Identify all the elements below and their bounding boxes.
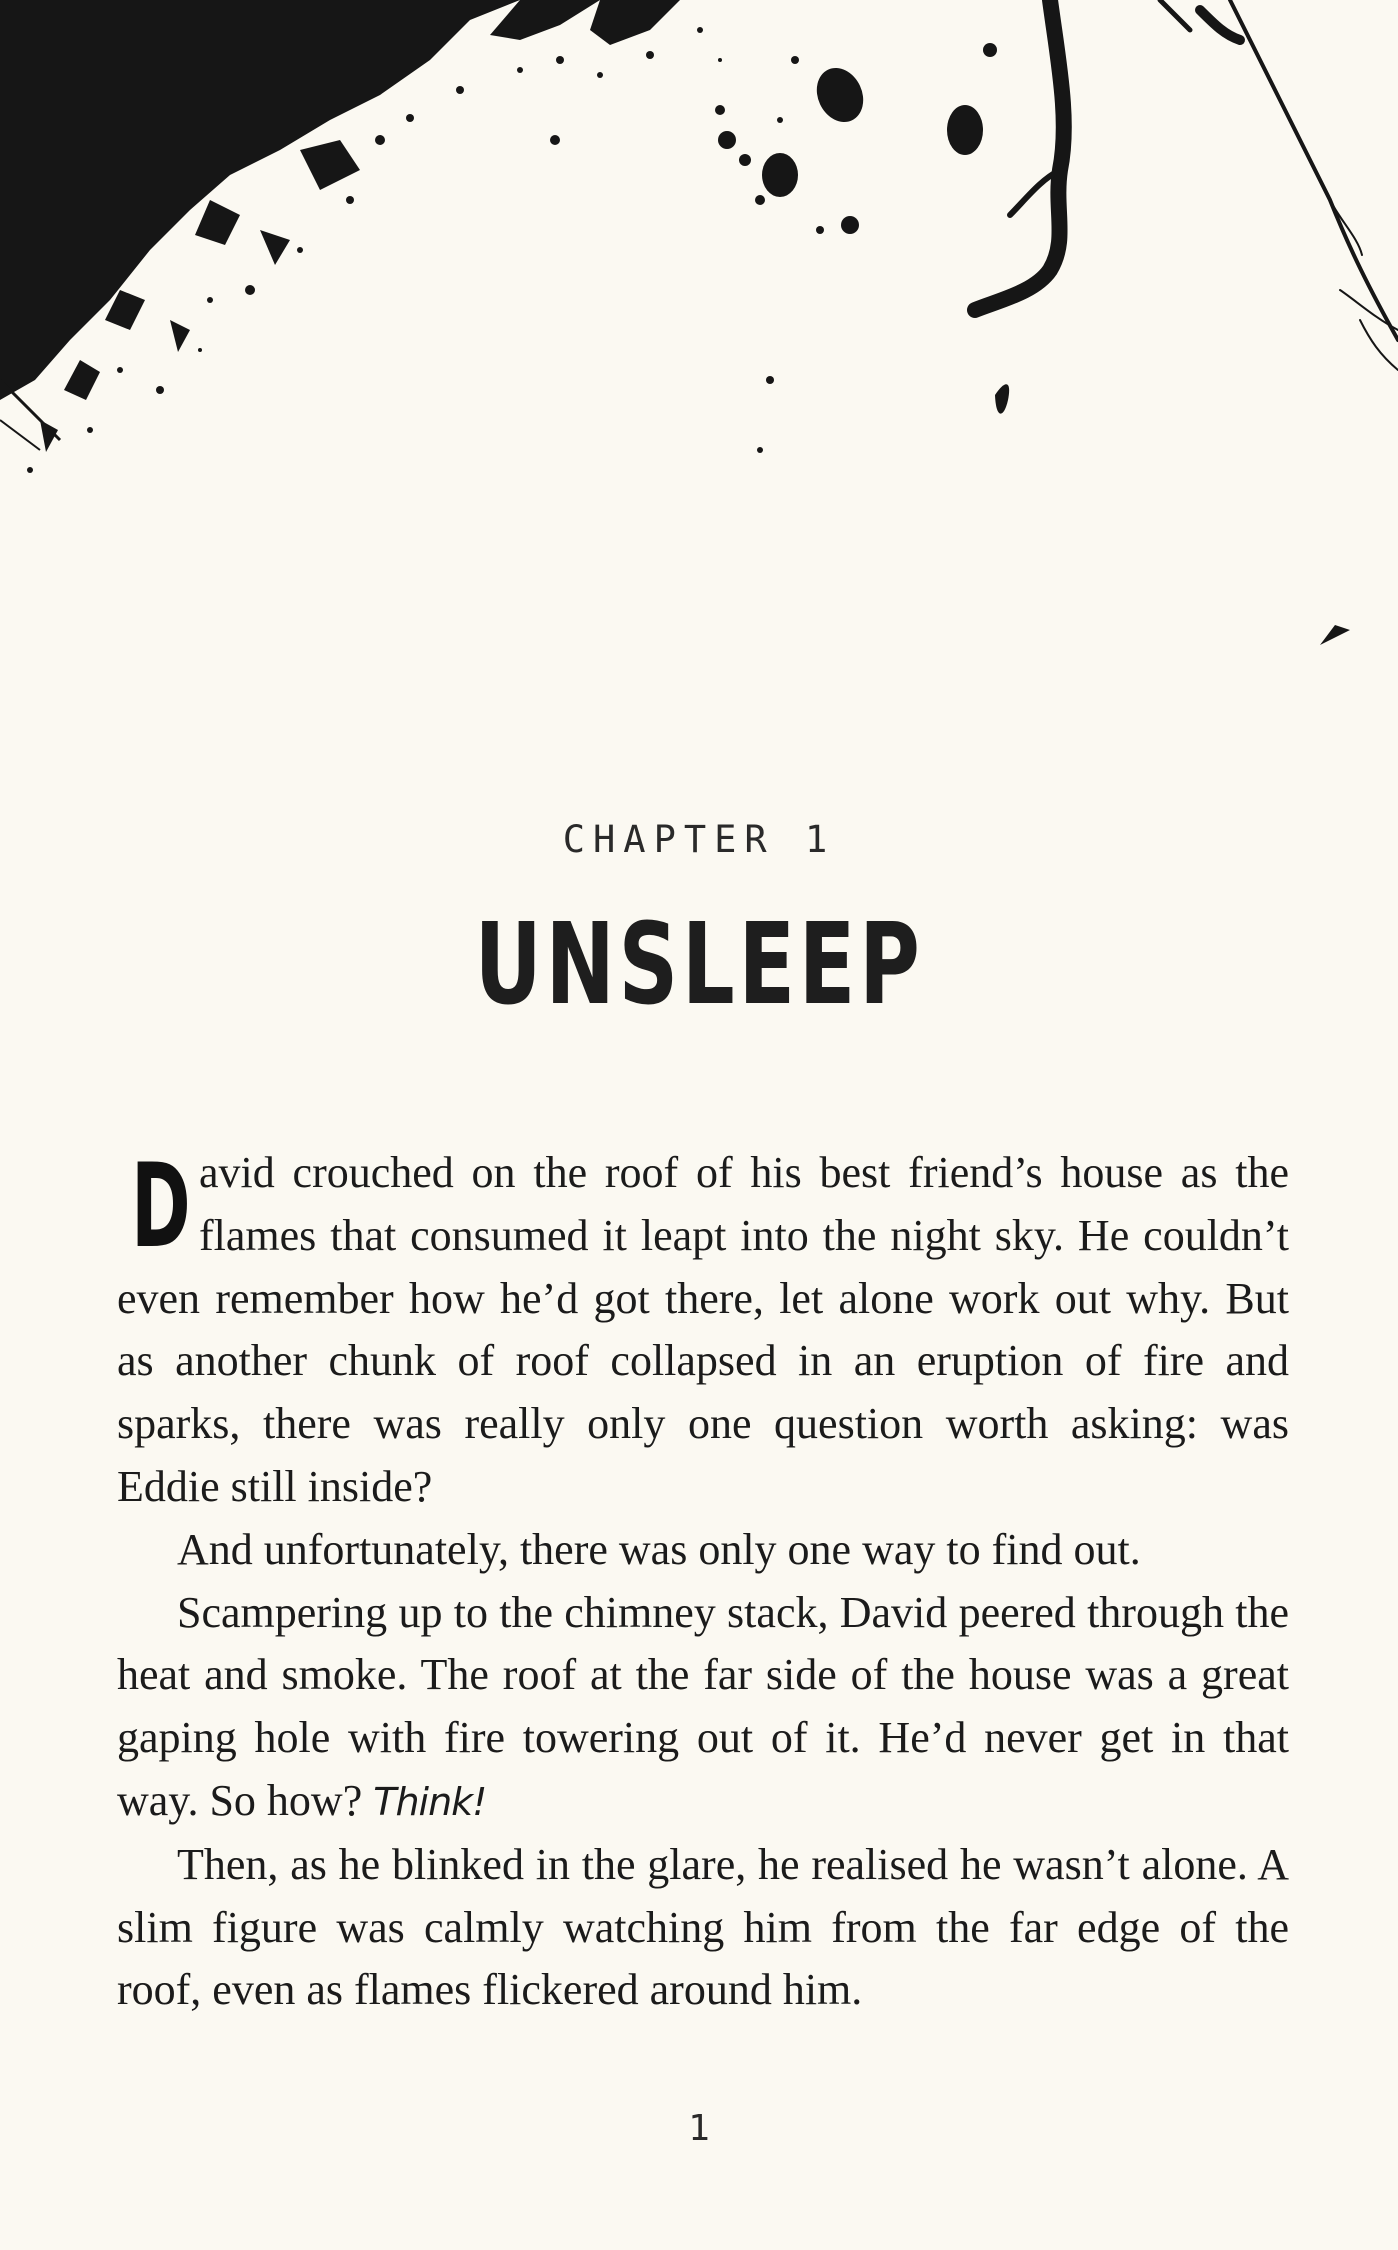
drop-cap: D	[131, 1139, 191, 1274]
chapter-title: UNSLEEP	[474, 900, 924, 1030]
chapter-body	[117, 1139, 1289, 2022]
paragraph-3-text: Scampering up to the chimney stack, David peered through the heat and smoke. The roof at the far side of the house was a great gaping hole with fire towering out of it. He’d never get in that way. So how?	[117, 1587, 1289, 1825]
emphasis-think: Think!	[373, 1779, 487, 1824]
paragraph-1-text: avid crouched on the roof of his best friend’s house as the flames that consumed it leapt into the night sky. He couldn’t even remember how he’d got there, let alone work out why. But as another chunk of roof collapsed in an eruption of fire and sparks, there was really only one question worth asking: was Eddie still inside?	[117, 1148, 1289, 1511]
chapter-label: CHAPTER 1	[562, 818, 836, 861]
foliage-splatter	[0, 0, 722, 473]
page-number: 1	[688, 2108, 710, 2149]
ink-drip-strokes	[975, 0, 1398, 370]
paragraph-2: And unfortunately, there was only one way to find out.	[177, 1524, 1141, 1574]
paragraph-1	[117, 1139, 1289, 1519]
ink-splatter-illustration	[0, 0, 1398, 700]
ink-drops	[550, 43, 1350, 645]
paragraph-4: Then, as he blinked in the glare, he realised he wasn’t alone. A slim figure was calmly watching him from the far edge of the roof, even as flames flickered around him.	[117, 1839, 1289, 2015]
paragraph-3	[117, 1582, 1289, 1834]
